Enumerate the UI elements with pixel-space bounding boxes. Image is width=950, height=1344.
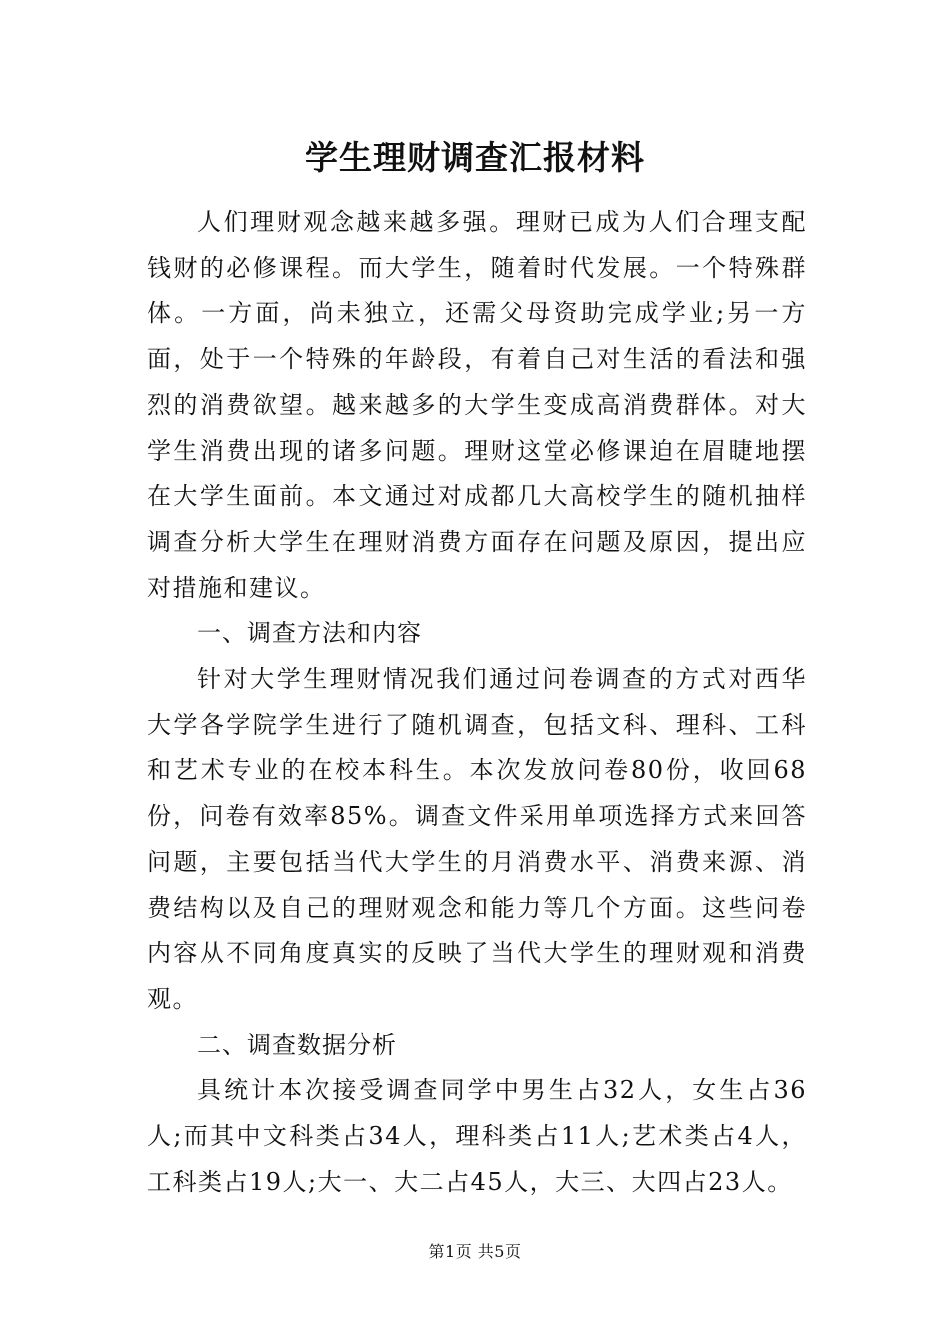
page-footer: 第1页 共5页 — [428, 1242, 522, 1261]
intro-paragraph: 人们理财观念越来越多强。理财已成为人们合理支配钱财的必修课程。而大学生，随着时代发展。一个特殊群体。一方面，尚未独立，还需父母资助完成学业;另一方面，处于一个特殊的年龄段，有着自己对生活的看法和强烈的消费欲望。越来越多的大学生变成高消费群体。对大学生消费出现的诸多问题。理财这堂必修课迫在眉睫地摆在大学生面前。本文通过对成都几大高校学生的随机抽样调查分析大学生在理财消费方面存在问题及原因，提出应对措施和建议。 — [147, 208, 807, 602]
section-heading-methods: 一、调查方法和内容 — [197, 619, 422, 648]
document-body — [147, 200, 807, 1205]
document-title: 学生理财调查汇报材料 — [305, 138, 645, 177]
methods-paragraph: 针对大学生理财情况我们通过问卷调查的方式对西华大学各学院学生进行了随机调查，包括文科、理科、工科和艺术专业的在校本科生。本次发放问卷80份，收回68份，问卷有效率85%。调查文件采用单项选择方式来回答问题，主要包括当代大学生的月消费水平、消费来源、消费结构以及自己的理财观念和能力等几个方面。这些问卷内容从不同角度真实的反映了当代大学生的理财观和消费观。 — [147, 665, 807, 1013]
analysis-paragraph: 具统计本次接受调查同学中男生占32人，女生占36人;而其中文科类占34人，理科类占11人;艺术类占4人，工科类占19人;大一、大二占45人，大三、大四占23人。 — [147, 1076, 807, 1196]
section-heading-analysis: 二、调查数据分析 — [197, 1030, 397, 1059]
